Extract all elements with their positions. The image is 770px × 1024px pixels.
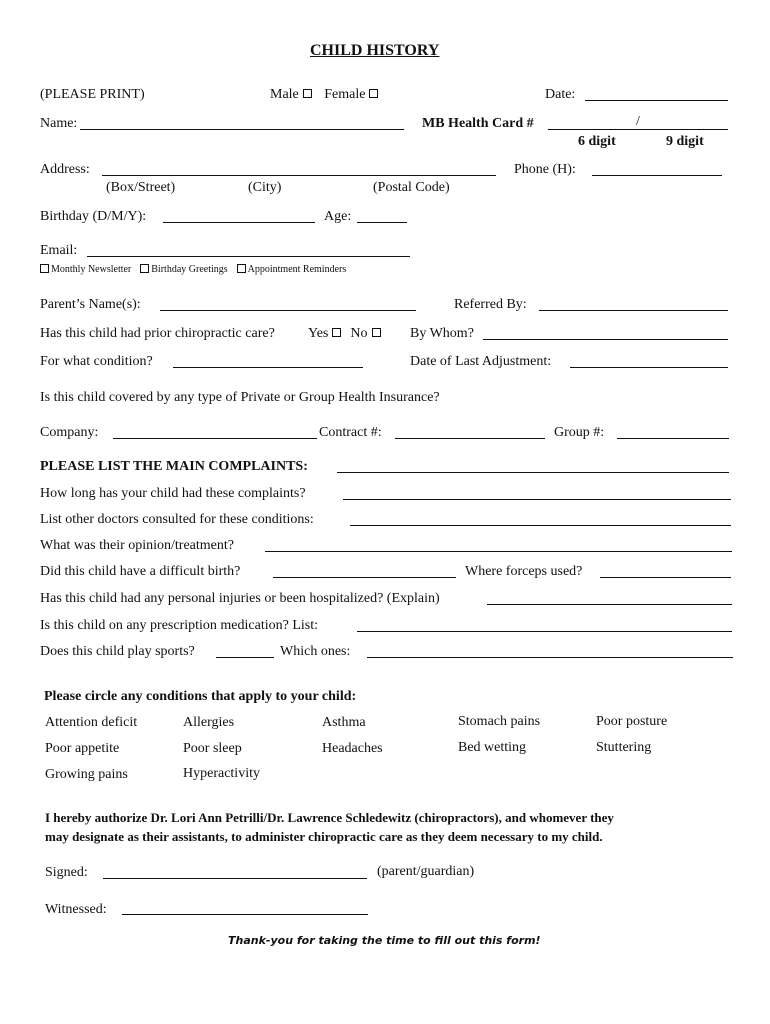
condition-item[interactable]: Stuttering — [596, 740, 652, 755]
phone-field[interactable] — [592, 175, 722, 176]
page-title: CHILD HISTORY — [310, 42, 440, 59]
condition-item[interactable]: Stomach pains — [458, 714, 541, 729]
name-label: Name: — [40, 116, 78, 131]
condition-item[interactable]: Poor sleep — [183, 741, 242, 756]
condition-item[interactable]: Poor appetite — [45, 741, 120, 756]
email-options — [40, 264, 346, 275]
signed-label: Signed: — [45, 865, 88, 880]
date-label: Date: — [545, 87, 576, 102]
sports-label: Does this child play sports? — [40, 644, 195, 659]
insurance-question: Is this child covered by any type of Private or Group Health Insurance? — [40, 390, 440, 405]
last-adjustment-field[interactable] — [570, 367, 728, 368]
other-doctors-label: List other doctors consulted for these conditions: — [40, 512, 314, 527]
parents-name-field[interactable] — [160, 310, 416, 311]
name-field[interactable] — [80, 129, 404, 130]
medication-label: Is this child on any prescription medication? List: — [40, 618, 318, 633]
opinion-label: What was their opinion/treatment? — [40, 538, 234, 553]
email-label: Email: — [40, 243, 78, 258]
please-print-label: (PLEASE PRINT) — [40, 87, 145, 102]
referred-by-field[interactable] — [539, 310, 728, 311]
nine-digit-label: 9 digit — [666, 134, 704, 149]
age-label: Age: — [324, 209, 352, 224]
sports-field[interactable] — [216, 657, 274, 658]
male-checkbox[interactable] — [303, 89, 312, 98]
forceps-field[interactable] — [600, 577, 731, 578]
city-label: (City) — [248, 180, 282, 195]
female-checkbox[interactable] — [369, 89, 378, 98]
yes-checkbox[interactable] — [332, 328, 341, 337]
injuries-field[interactable] — [487, 604, 732, 605]
prior-care-options — [308, 326, 383, 342]
how-long-label: How long has your child had these complaints? — [40, 486, 306, 501]
condition-item[interactable]: Hyperactivity — [183, 766, 260, 781]
box-street-label: (Box/Street) — [106, 180, 176, 195]
male-label: Male — [270, 87, 299, 102]
conditions-heading: Please circle any conditions that apply to your child: — [44, 689, 357, 704]
yes-label: Yes — [308, 326, 329, 341]
health-card-label: MB Health Card # — [422, 116, 534, 131]
difficult-birth-field[interactable] — [273, 577, 456, 578]
medication-field[interactable] — [357, 631, 732, 632]
thank-you-note: Thank-you for taking the time to fill out this form! — [228, 934, 541, 947]
forceps-label: Where forceps used? — [465, 564, 583, 579]
by-whom-field[interactable] — [483, 339, 728, 340]
female-label: Female — [324, 87, 366, 102]
email-field[interactable] — [87, 256, 410, 257]
opinion-field[interactable] — [265, 551, 732, 552]
contract-field[interactable] — [395, 438, 545, 439]
difficult-birth-label: Did this child have a difficult birth? — [40, 564, 241, 579]
authorization-line-2: may designate as their assistants, to administer chiropractic care as they deem necessary to my child. — [45, 829, 603, 844]
address-label: Address: — [40, 162, 90, 177]
newsletter-label: Monthly Newsletter — [51, 264, 132, 275]
postal-code-label: (Postal Code) — [373, 180, 450, 195]
birthday-greetings-label: Birthday Greetings — [151, 264, 228, 275]
group-label: Group #: — [554, 425, 605, 440]
other-doctors-field[interactable] — [350, 525, 731, 526]
witness-field[interactable] — [122, 914, 368, 915]
condition-item[interactable]: Bed wetting — [458, 740, 527, 755]
newsletter-checkbox[interactable] — [40, 264, 49, 273]
no-checkbox[interactable] — [372, 328, 381, 337]
contract-label: Contract #: — [319, 425, 382, 440]
birthday-field[interactable] — [163, 222, 315, 223]
witnessed-label: Witnessed: — [45, 902, 107, 917]
six-digit-label: 6 digit — [578, 134, 616, 149]
health-card-slash: / — [636, 114, 640, 129]
address-field[interactable] — [102, 175, 496, 176]
company-label: Company: — [40, 425, 99, 440]
complaints-heading: PLEASE LIST THE MAIN COMPLAINTS: — [40, 459, 308, 474]
parents-name-label: Parent’s Name(s): — [40, 297, 141, 312]
appointment-reminders-label: Appointment Reminders — [247, 264, 347, 275]
last-adjustment-label: Date of Last Adjustment: — [410, 354, 552, 369]
injuries-label: Has this child had any personal injuries or been hospitalized? (Explain) — [40, 591, 440, 606]
which-ones-field[interactable] — [367, 657, 733, 658]
authorization-line-1: I hereby authorize Dr. Lori Ann Petrilli/Dr. Lawrence Schledewitz (chiropractors), and whomever they — [45, 810, 614, 825]
by-whom-label: By Whom? — [410, 326, 474, 341]
condition-item[interactable]: Poor posture — [596, 714, 668, 729]
guardian-label: (parent/guardian) — [377, 864, 475, 879]
group-field[interactable] — [617, 438, 729, 439]
prior-care-question: Has this child had prior chiropractic care? — [40, 326, 275, 341]
birthday-greetings-checkbox[interactable] — [140, 264, 149, 273]
condition-field[interactable] — [173, 367, 363, 368]
company-field[interactable] — [113, 438, 317, 439]
referred-by-label: Referred By: — [454, 297, 527, 312]
appointment-reminders-checkbox[interactable] — [237, 264, 246, 273]
age-field[interactable] — [357, 222, 407, 223]
condition-label: For what condition? — [40, 354, 153, 369]
condition-item[interactable]: Growing pains — [45, 767, 128, 782]
sex-options — [270, 87, 380, 103]
how-long-field[interactable] — [343, 499, 731, 500]
condition-item[interactable]: Allergies — [183, 715, 235, 730]
signature-field[interactable] — [103, 878, 367, 879]
which-ones-label: Which ones: — [280, 644, 351, 659]
phone-label: Phone (H): — [514, 162, 576, 177]
no-label: No — [350, 326, 368, 341]
complaints-field[interactable] — [337, 472, 729, 473]
condition-item[interactable]: Attention deficit — [45, 715, 138, 730]
date-field[interactable] — [585, 100, 728, 101]
condition-item[interactable]: Asthma — [322, 715, 366, 730]
birthday-label: Birthday (D/M/Y): — [40, 209, 147, 224]
condition-item[interactable]: Headaches — [322, 741, 383, 756]
